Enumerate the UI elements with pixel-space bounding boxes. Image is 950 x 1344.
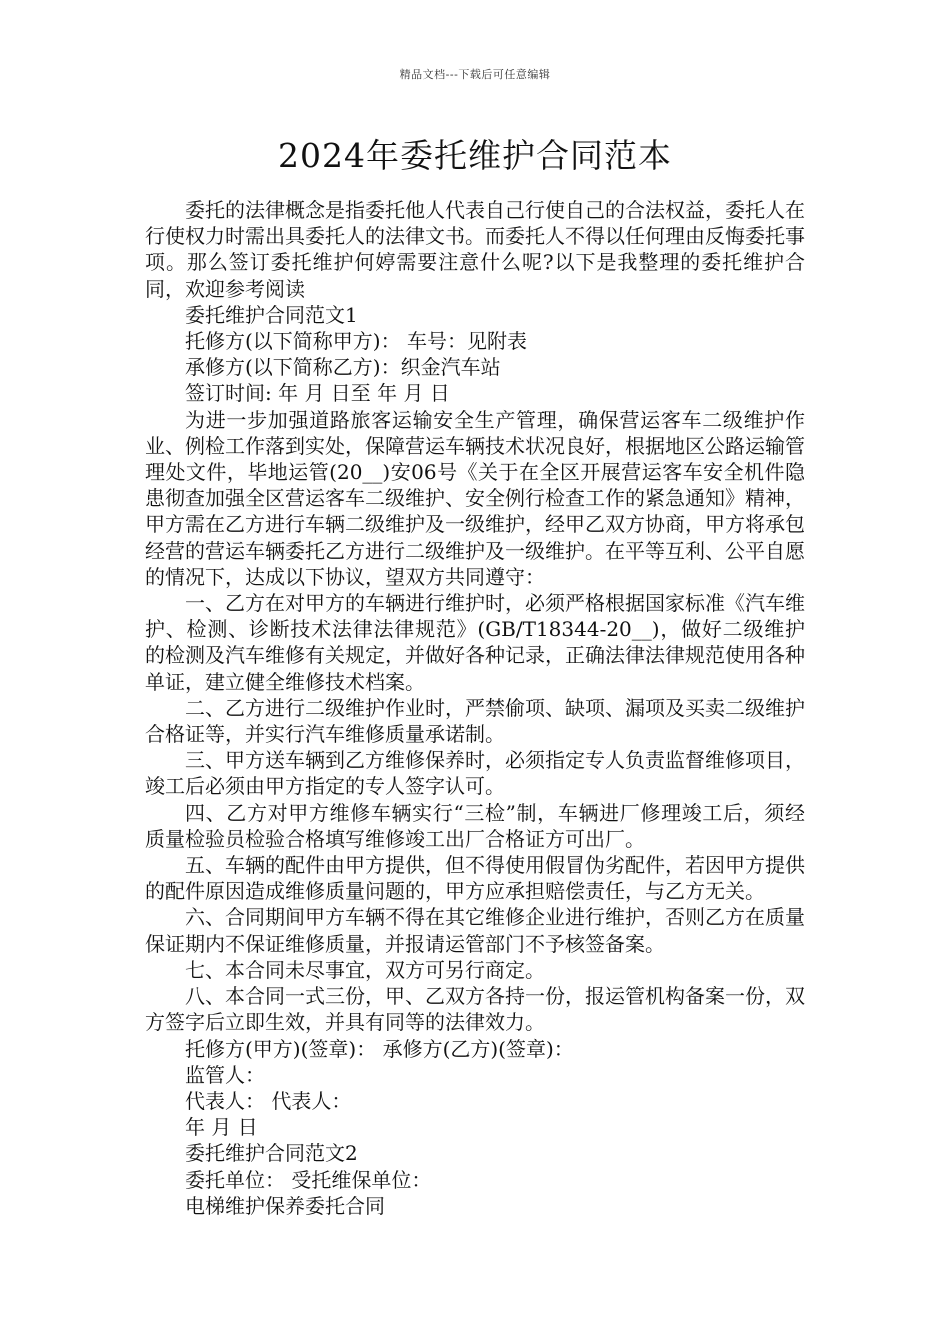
section-heading-sample-2: 委托维护合同范文2 xyxy=(185,1141,358,1166)
clause-6: 六、合同期间甲方车辆不得在其它维修企业进行维护，否则乙方在质量保证期内不保证维修质量，并报请运管部门不予核签备案。 xyxy=(145,905,805,956)
representative-line: 代表人： 代表人： xyxy=(185,1088,352,1113)
clause-3: 三、甲方送车辆到乙方维修保养时，必须指定专人负责监督维修项目，竣工后必须由甲方指定的专人签字认可。 xyxy=(145,748,805,799)
clause-2: 二、乙方进行二级维护作业时，严禁偷项、缺项、漏项及买卖二级维护合格证等，并实行汽车维修质量承诺制。 xyxy=(145,695,805,747)
clause-1: 一、乙方在对甲方的车辆进行维护时，必须严格根据国家标准《汽车维护、检测、诊断技术法律法律规范》(GB/T18344-20__)，做好二级维护的检测及汽车维修有关规定，并做好各种记录，正确法律法律规范使用各种单证，建立健全维修技术档案。 xyxy=(145,591,805,694)
header-note: 精品文档---下载后可任意编辑 xyxy=(399,68,551,81)
paragraph-intro: 委托的法律概念是指委托他人代表自己行使自己的合法权益，委托人在行使权力时需出具委托人的法律文书。而委托人不得以任何理由反悔委托事项。那么签订委托维护何婷需要注意什么呢?以下是我整理的委托维护合同，欢迎参考阅读 xyxy=(145,198,805,301)
paragraph-preamble: 为进一步加强道路旅客运输安全生产管理，确保营运客车二级维护作业、例检工作落到实处，保障营运车辆技术状况良好，根据地区公路运输管理处文件，毕地运管(20__)安06号《关于在全区开展营运客车安全机件隐患彻查加强全区营运客车二级维护、安全例行检查工作的紧急通知》精神，甲方需在乙方进行车辆二级维护及一级维护，经甲乙双方协商，甲方将承包经营的营运车辆委托乙方进行二级维护及一级维护。在平等互利、公平自愿的情况下，达成以下协议，望双方共同遵守： xyxy=(145,407,805,589)
clause-8: 八、本合同一式三份，甲、乙双方各持一份，报运管机构备案一份，双方签字后立即生效，并具有同等的法律效力。 xyxy=(145,984,805,1035)
entrusting-unit-line: 委托单位： 受托维保单位： xyxy=(185,1167,432,1192)
signature-line: 托修方(甲方)(签章)： 承修方(乙方)(签章)： xyxy=(185,1036,574,1061)
section-heading-sample-1: 委托维护合同范文1 xyxy=(185,302,358,327)
clause-5: 五、车辆的配件由甲方提供，但不得使用假冒伪劣配件，若因甲方提供的配件原因造成维修质量问题的，甲方应承担赔偿责任，与乙方无关。 xyxy=(145,853,805,904)
signing-date-line: 签订时间: 年 月 日至 年 月 日 xyxy=(185,381,450,406)
party-b-line: 承修方(以下简称乙方)：织金汽车站 xyxy=(185,355,501,380)
page-title: 2024年委托维护合同范本 xyxy=(278,136,672,175)
contract-subtitle: 电梯维护保养委托合同 xyxy=(185,1193,385,1218)
clause-7: 七、本合同未尽事宜，双方可另行商定。 xyxy=(185,957,545,982)
party-a-line: 托修方(以下简称甲方)： 车号：见附表 xyxy=(185,329,527,354)
date-line: 年 月 日 xyxy=(185,1115,258,1140)
supervisor-line: 监管人： xyxy=(185,1062,265,1087)
document-body xyxy=(145,197,805,1219)
clause-4: 四、乙方对甲方维修车辆实行“三检”制，车辆进厂修理竣工后，须经质量检验员检验合格填写维修竣工出厂合格证方可出厂。 xyxy=(145,800,805,851)
